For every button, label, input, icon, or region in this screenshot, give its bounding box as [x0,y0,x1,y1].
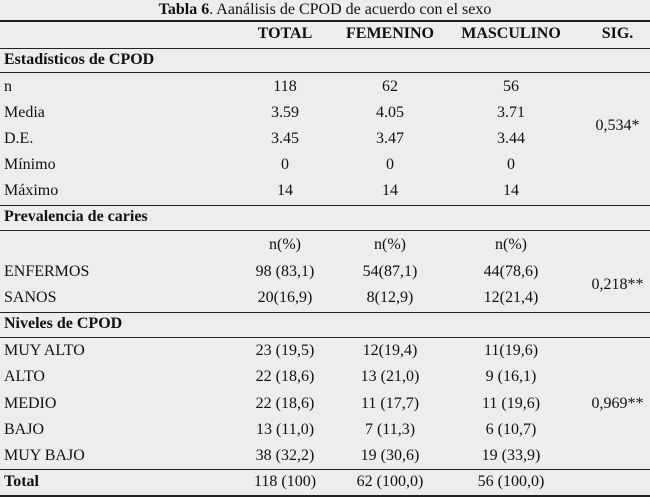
cell-total: 38 (32,2) [255,447,315,464]
section-rule [0,469,650,470]
section-title-niveles: Niveles de CPOD [4,315,123,332]
sig-value-niveles: 0,969** [591,395,644,412]
cell-femenino: 13 (21,0) [360,368,420,385]
cell-femenino: 12(19,4) [362,342,418,359]
row-label: ALTO [4,368,45,385]
header-rule [0,48,650,49]
section-rule [0,312,650,313]
row-label: BAJO [4,421,45,438]
cell-femenino: 11 (17,7) [360,395,420,412]
cell-masculino: 11 (19,6) [481,395,541,412]
subheader-total: n(%) [269,236,301,253]
cell-femenino: 54(87,1) [362,263,418,280]
cell-masculino: 9 (16,1) [485,368,537,385]
cell-femenino: 8(12,9) [366,289,414,306]
row-label: Mínimo [4,156,56,173]
table-caption [0,0,650,20]
header-masculino: MASCULINO [461,25,561,42]
section-rule [0,72,650,73]
cell-femenino: 62 (100,0) [356,473,424,490]
cell-masculino: 56 (100,0) [477,473,545,490]
cell-total: 20(16,9) [257,289,313,306]
cell-total: 23 (19,5) [255,342,315,359]
cell-masculino: 44(78,6) [483,263,539,280]
cell-masculino: 19 (33,9) [481,447,541,464]
row-label: n [4,78,12,95]
subheader-femenino: n(%) [374,236,406,253]
cell-total: 13 (11,0) [255,421,315,438]
cell-masculino: 12(21,4) [483,289,539,306]
section-rule [0,230,650,231]
cell-masculino: 3.71 [497,104,525,121]
row-label: D.E. [4,130,34,147]
row-label: MEDIO [4,395,57,412]
cell-masculino: 14 [503,182,519,199]
cell-total: 0 [281,156,289,173]
cell-femenino: 3.47 [376,130,404,147]
row-label: Máximo [4,182,59,199]
cell-masculino: 56 [503,78,519,95]
cell-masculino: 3.44 [497,130,525,147]
row-label: ENFERMOS [4,263,90,280]
section-rule [0,205,650,206]
cell-masculino: 11(19,6) [483,342,539,359]
cell-total: 118 (100) [253,473,317,490]
cell-masculino: 0 [507,156,515,173]
cell-femenino: 7 (11,3) [364,421,416,438]
top-rule [0,20,650,22]
header-sig: SIG. [601,25,634,42]
row-label: MUY ALTO [4,342,85,359]
cell-total: 14 [277,182,293,199]
cell-masculino: 6 (10,7) [485,421,537,438]
header-femenino: FEMENINO [346,25,434,42]
caption-label: Tabla 6 [158,1,210,18]
cell-femenino: 19 (30,6) [360,447,420,464]
header-total: TOTAL [257,25,313,42]
cell-total: 3.59 [271,104,299,121]
total-label: Total [4,473,39,490]
cell-total: 118 [273,78,297,95]
row-label: MUY BAJO [4,447,85,464]
sig-value-estadisticos: 0,534* [595,117,640,134]
row-label: SANOS [4,289,57,306]
section-title-estadisticos: Estadísticos de CPOD [4,51,155,68]
section-rule [0,337,650,338]
caption-text: . Aanálisis de CPOD de acuerdo con el sexo [209,1,492,18]
cell-femenino: 4.05 [376,104,404,121]
cell-total: 22 (18,6) [255,395,315,412]
subheader-masculino: n(%) [495,236,527,253]
cell-femenino: 0 [386,156,394,173]
cell-femenino: 14 [382,182,398,199]
cell-femenino: 62 [382,78,398,95]
cell-total: 98 (83,1) [255,263,315,280]
cell-total: 3.45 [271,130,299,147]
row-label: Media [4,104,45,121]
cell-total: 22 (18,6) [255,368,315,385]
sig-value-prevalencia: 0,218** [591,276,644,293]
section-title-prevalencia: Prevalencia de caries [4,208,148,225]
